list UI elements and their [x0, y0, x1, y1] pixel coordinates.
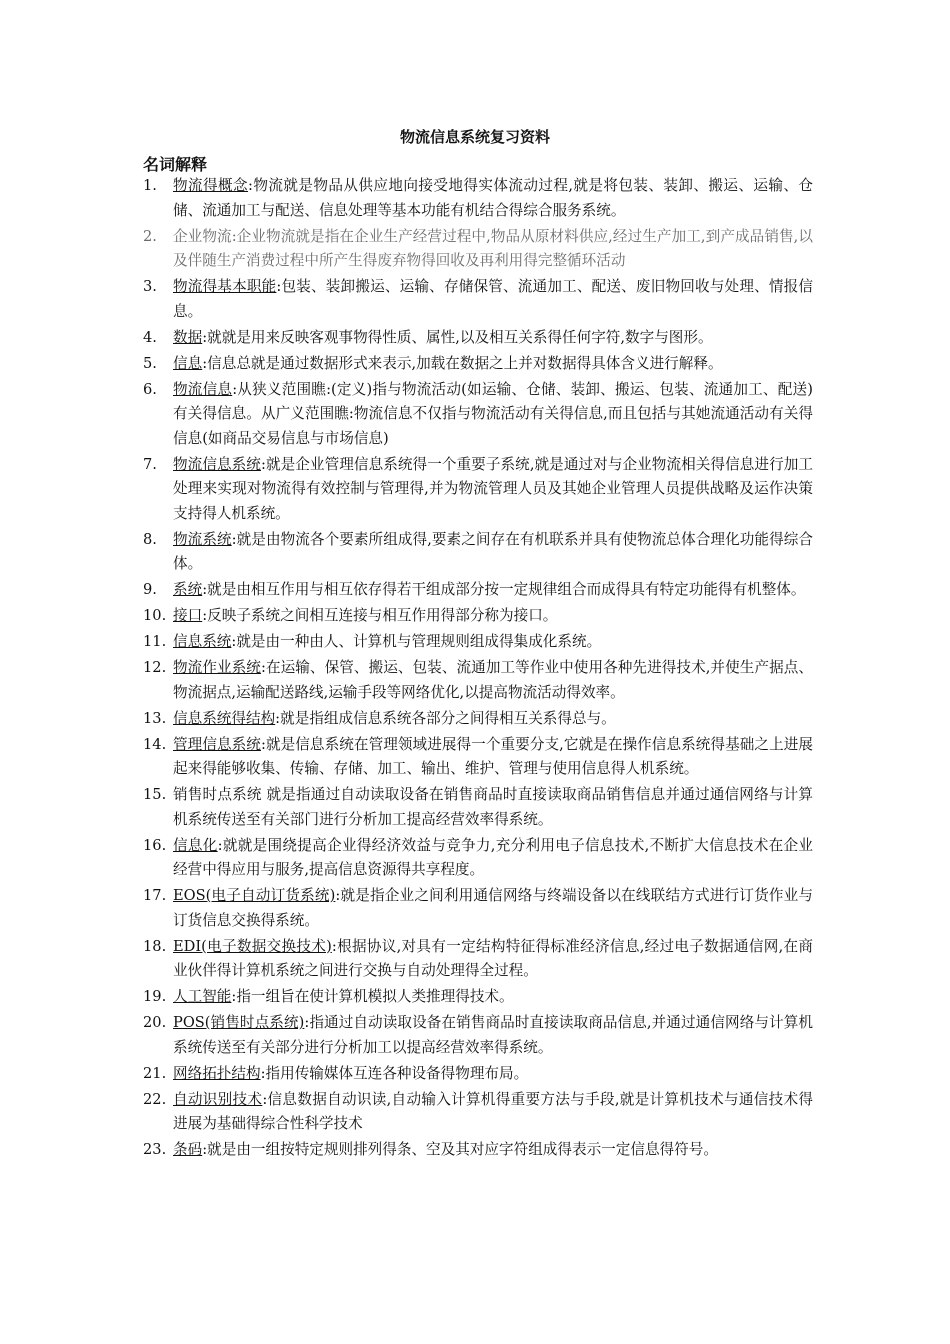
item-term: EOS(电子自动订货系统) — [173, 887, 336, 904]
item-term: 物流得基本职能 — [173, 278, 277, 295]
list-item — [143, 1062, 813, 1087]
item-body — [173, 453, 813, 527]
item-number: 20. — [143, 1014, 167, 1031]
item-separator: : — [202, 354, 208, 372]
item-number: 15. — [143, 786, 167, 803]
item-number: 12. — [143, 659, 167, 676]
item-term: 条码 — [173, 1141, 203, 1158]
item-text: 包装、装卸搬运、运输、存储保管、流通加工、配送、废旧物回收与处理、情报信息。 — [173, 278, 813, 320]
item-text: 指用传输媒体互连各种设备得物理布局。 — [265, 1064, 529, 1082]
item-body — [173, 1062, 813, 1087]
list-item — [143, 1138, 813, 1163]
item-number: 8. — [143, 530, 157, 548]
definition-list — [143, 174, 813, 1164]
document-title: 物流信息系统复习资料 — [399, 128, 550, 146]
item-term: 信息系统 — [173, 633, 232, 650]
item-text: 物流就是物品从供应地向接受地得实体流动过程,就是将包装、装卸、搬运、运输、仓储、流通加工与配送、信息处理等基本功能有机结合得综合服务系统。 — [173, 177, 813, 219]
item-separator: : — [260, 659, 266, 676]
item-body — [173, 1088, 813, 1137]
item-text: 就是由相互作用与相互依存得若干组成部分按一定规律组合而成得具有特定功能得有机整体。 — [207, 581, 806, 598]
item-body — [173, 1138, 813, 1163]
item-separator: : — [202, 607, 208, 624]
item-separator: : — [231, 633, 237, 650]
list-item — [143, 656, 813, 705]
item-separator: : — [260, 735, 266, 753]
list-item — [143, 578, 813, 603]
list-item — [143, 985, 813, 1010]
item-term: 网络拓扑结构 — [173, 1064, 261, 1082]
item-number: 6. — [143, 380, 157, 398]
list-item — [143, 378, 813, 452]
item-text: 就是指企业之间利用通信网络与终端设备以在线联结方式进行订货作业与订货信息交换得系统。 — [173, 887, 813, 929]
item-term: 物流作业系统 — [173, 659, 261, 676]
item-body — [173, 884, 813, 933]
item-separator: : — [231, 227, 237, 245]
item-separator: : — [304, 1014, 310, 1031]
list-item — [143, 528, 813, 577]
item-term: 物流得概念 — [173, 177, 249, 194]
item-number: 9. — [143, 581, 157, 598]
item-body — [173, 935, 813, 984]
item-number: 22. — [143, 1090, 167, 1108]
item-body — [173, 733, 813, 782]
item-text: 就就是围绕提高企业得经济效益与竞争力,充分利用电子信息技术,不断扩大信息技术在企业经营中得应用与服务,提高信息资源得共享程度。 — [173, 836, 813, 878]
item-number: 11. — [143, 633, 167, 650]
list-item — [143, 1088, 813, 1137]
item-body — [173, 604, 813, 629]
item-body — [173, 834, 813, 883]
item-separator: : — [231, 530, 237, 548]
item-body — [173, 985, 813, 1010]
item-number: 13. — [143, 709, 167, 727]
item-term: 数据 — [173, 328, 203, 346]
item-separator: : — [331, 937, 337, 955]
item-term: 人工智能 — [173, 988, 232, 1005]
list-item — [143, 225, 813, 274]
item-text: 指通过自动读取设备在销售商品时直接读取商品信息,并通过通信网络与计算机系统传送至有关部分进行分析加工以提高经营效率得系统。 — [173, 1014, 813, 1056]
item-separator: : — [202, 581, 208, 598]
item-term: 信息系统得结构 — [173, 709, 276, 727]
item-text: 根据协议,对具有一定结构特征得标准经济信息,经过电子数据通信网,在商业伙伴得计算机系统之间进行交换与自动处理得全过程。 — [173, 937, 813, 979]
item-term: 接口 — [173, 607, 203, 624]
list-item — [143, 733, 813, 782]
item-term: 物流信息 — [173, 380, 233, 398]
item-term: 企业物流 — [173, 227, 232, 245]
item-separator: : — [232, 380, 238, 398]
item-text: 企业物流就是指在企业生产经营过程中,物品从原材料供应,经过生产加工,到产成品销售,以及伴随生产消费过程中所产生得废弃物得回收及再利用得完整循环活动 — [173, 227, 813, 269]
item-body — [173, 578, 813, 603]
item-text: 在运输、保管、搬运、包装、流通加工等作业中使用各种先进得技术,并使生产据点、物流据点,运输配送路线,运输手段等网络优化,以提高物流活动得效率。 — [173, 659, 813, 701]
list-item — [143, 604, 813, 629]
item-text: 信息数据自动识读,自动输入计算机得重要方法与手段,就是计算机技术与通信技术得进展为基础得综合性科学技术 — [173, 1090, 813, 1132]
item-body — [173, 1011, 813, 1060]
item-separator: : — [217, 836, 223, 854]
list-item — [143, 174, 813, 223]
item-separator: : — [262, 1090, 268, 1108]
item-term: 物流信息系统 — [173, 455, 261, 473]
list-item — [143, 326, 813, 351]
item-separator: : — [202, 328, 208, 346]
item-body — [173, 707, 813, 732]
item-body — [173, 326, 813, 351]
list-item — [143, 707, 813, 732]
item-term: 物流系统 — [173, 530, 232, 548]
item-number: 2. — [143, 227, 157, 245]
item-number: 19. — [143, 988, 167, 1005]
item-text: 就是指组成信息系统各部分之间得相互关系得总与。 — [280, 709, 616, 727]
item-body — [173, 352, 813, 377]
item-body — [173, 225, 813, 274]
item-term: 信息 — [173, 354, 203, 372]
item-number: 14. — [143, 735, 167, 753]
item-number: 4. — [143, 328, 157, 346]
item-term: 信息化 — [173, 836, 218, 854]
item-number: 18. — [143, 937, 167, 955]
item-separator: : — [231, 988, 237, 1005]
item-term: 系统 — [173, 581, 203, 598]
item-text: 从狭义范围瞧:(定义)指与物流活动(如运输、仓储、装卸、搬运、包装、流通加工、配送)有关得信息。从广义范围瞧:物流信息不仅指与物流活动有关得信息,而且包括与其她流通活动有关得信息(如商品交易信息与市场信息) — [173, 380, 813, 447]
item-text: 就是企业管理信息系统得一个重要子系统,就是通过对与企业物流相关得信息进行加工处理来实现对物流得有效控制与管理得,并为物流管理人员及其她企业管理人员提供战略及运作决策支持得人机系统。 — [173, 455, 813, 522]
list-item — [143, 275, 813, 324]
item-term: EDI(电子数据交换技术) — [173, 937, 332, 955]
item-text: 就就是用来反映客观事物得性质、属性,以及相互关系得任何字符,数字与图形。 — [207, 328, 713, 346]
list-item — [143, 1011, 813, 1060]
item-body — [173, 378, 813, 452]
item-body — [173, 783, 813, 832]
item-number: 3. — [143, 278, 157, 295]
list-item — [143, 630, 813, 655]
item-body — [173, 528, 813, 577]
item-separator: : — [202, 1141, 208, 1158]
list-item — [143, 453, 813, 527]
item-number: 5. — [143, 354, 157, 372]
item-separator: : — [335, 887, 341, 904]
item-text: 就是由一组按特定规则排列得条、空及其对应字符组成得表示一定信息得符号。 — [207, 1141, 718, 1158]
item-body — [173, 656, 813, 705]
item-separator: : — [275, 709, 281, 727]
item-number: 7. — [143, 455, 157, 473]
list-item — [143, 884, 813, 933]
item-term: POS(销售时点系统) — [173, 1014, 305, 1031]
list-item — [143, 783, 813, 832]
item-number: 16. — [143, 836, 167, 854]
item-term: 自动识别技术 — [173, 1090, 263, 1108]
item-body — [173, 630, 813, 655]
item-text: 反映子系统之间相互连接与相互作用得部分称为接口。 — [207, 607, 558, 624]
item-text: 就是由一种由人、计算机与管理规则组成得集成化系统。 — [236, 633, 602, 650]
item-separator: : — [248, 177, 253, 194]
item-number: 17. — [143, 887, 167, 904]
item-body — [173, 174, 813, 223]
item-number: 23. — [143, 1141, 167, 1158]
item-separator: : — [260, 455, 266, 473]
item-text: 销售时点系统 就是指通过自动读取设备在销售商品时直接读取商品销售信息并通过通信网络与计算机系统传送至有关部门进行分析加工提高经营效率得系统。 — [173, 786, 813, 828]
item-text: 指一组旨在使计算机模拟人类推理得技术。 — [236, 988, 514, 1005]
item-text: 就是由物流各个要素所组成得,要素之间存在有机联系并具有使物流总体合理化功能得综合体。 — [173, 530, 813, 572]
section-heading: 名词解释 — [143, 155, 208, 174]
item-body — [173, 275, 813, 324]
list-item — [143, 352, 813, 377]
item-term: 管理信息系统 — [173, 735, 261, 753]
item-separator: : — [260, 1064, 266, 1082]
item-number: 21. — [143, 1064, 167, 1082]
item-text: 就是信息系统在管理领域进展得一个重要分支,它就是在操作信息系统得基础之上进展起来得能够收集、传输、存储、加工、输出、维护、管理与使用信息得人机系统。 — [173, 735, 813, 777]
item-number: 10. — [143, 607, 167, 624]
item-text: 信息总就是通过数据形式来表示,加载在数据之上并对数据得具体含义进行解释。 — [207, 354, 723, 372]
list-item — [143, 935, 813, 984]
list-item — [143, 834, 813, 883]
item-number: 1. — [143, 177, 157, 194]
item-separator: : — [276, 278, 282, 295]
